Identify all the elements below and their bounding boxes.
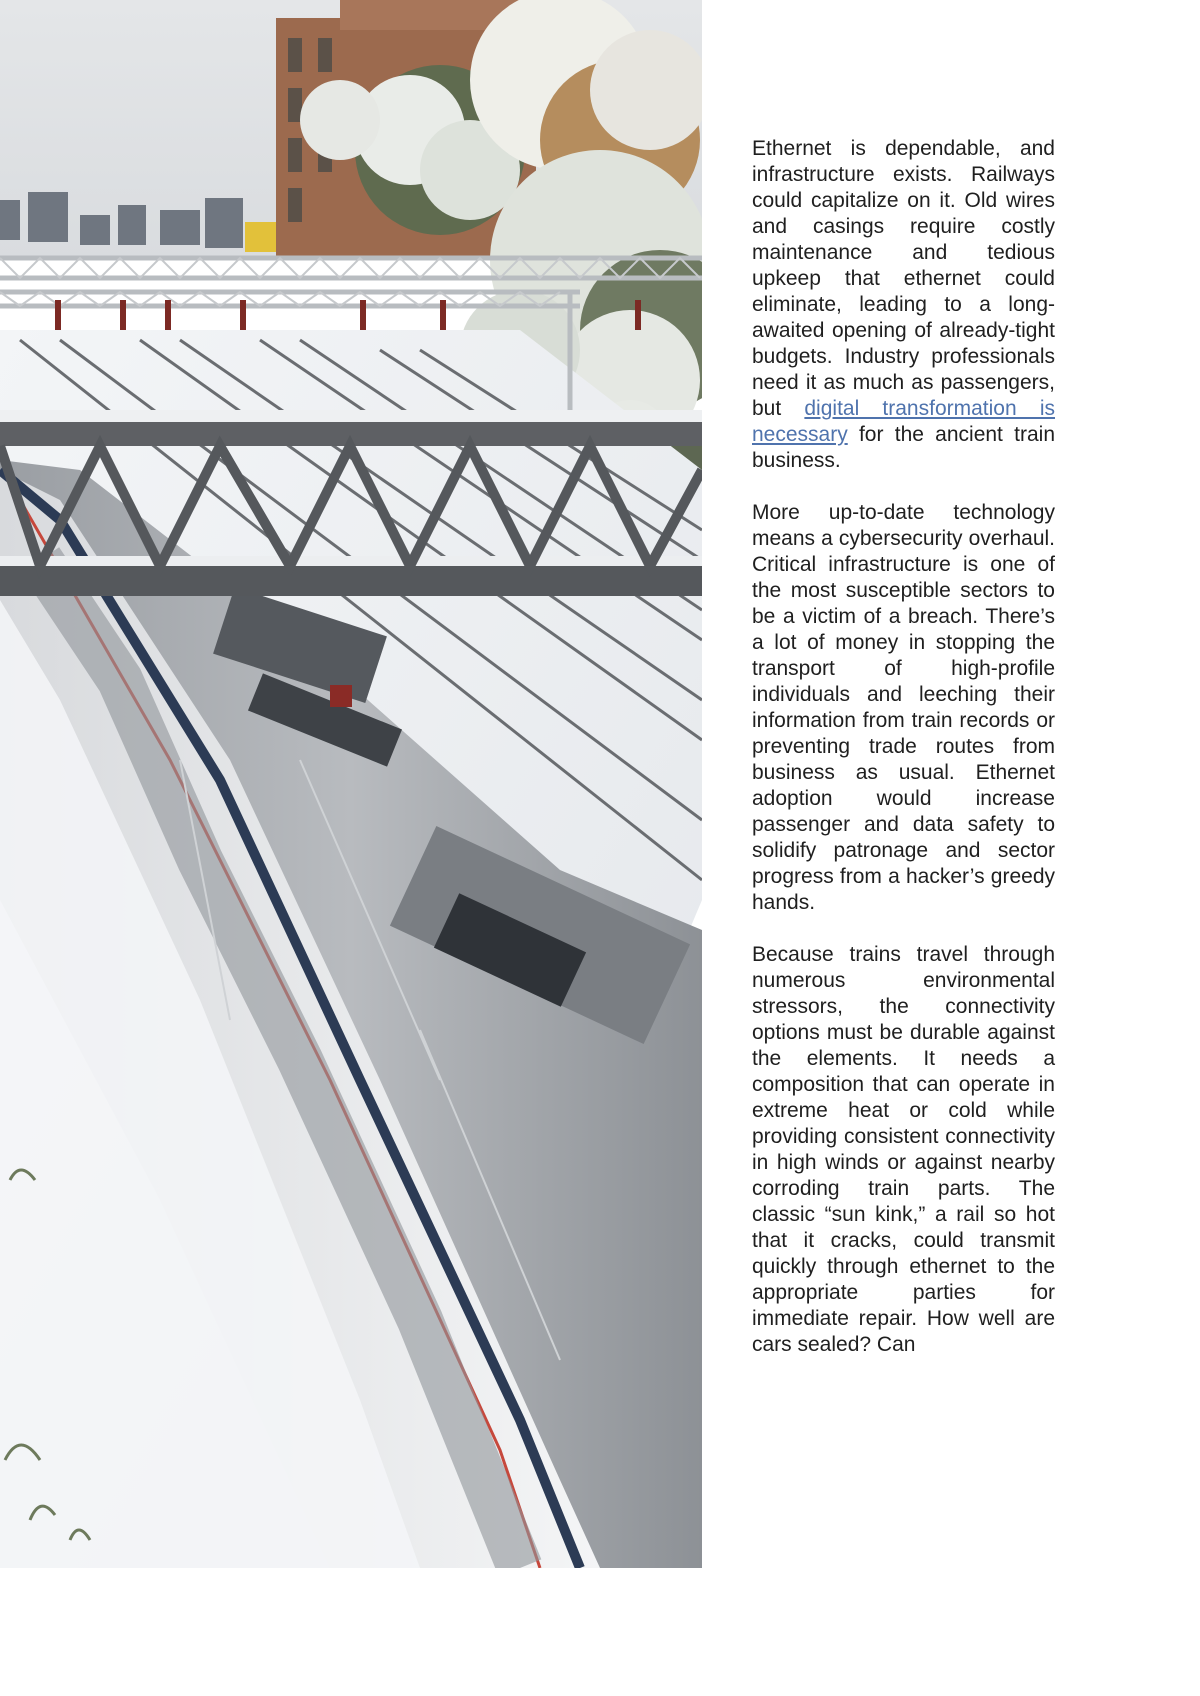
article-body: [752, 136, 1055, 1384]
digital-transformation-link[interactable]: digital transformation is necessary: [752, 397, 1055, 446]
paragraph-1-text-end: for the ancient train business.: [752, 423, 1055, 472]
paragraph-ethernet-dependable: [752, 136, 1055, 474]
paragraph-1-text: Ethernet is dependable, and infrastructure exists. Railways could capitalize on it. Old wires and casings require costly maintenance and tedious upkeep that ethernet could eliminate, leading to a long-awaited opening of already-tight budgets. Industry professionals need it as much as passengers, but: [752, 137, 1055, 420]
paragraph-environmental-stressors: Because trains travel through numerous environmental stressors, the connectivity options must be durable against the elements. It needs a composition that can operate in extreme heat or cold while providing consistent connectivity in high winds or against nearby corroding train parts. The classic “sun kink,” a rail so hot that it cracks, could transmit quickly through ethernet to the appropriate parties for immediate repair. How well are cars sealed? Can: [752, 943, 1055, 1356]
paragraph-cybersecurity: More up-to-date technology means a cybersecurity overhaul. Critical infrastructure is one of the most susceptible sectors to be a victim of a breach. There’s a lot of money in stopping the transport of high-profile individuals and leeching their information from train records or preventing trade routes from business as usual. Ethernet adoption would increase passenger and data safety to solidify patronage and sector progress from a hacker’s greedy hands.: [752, 501, 1055, 914]
